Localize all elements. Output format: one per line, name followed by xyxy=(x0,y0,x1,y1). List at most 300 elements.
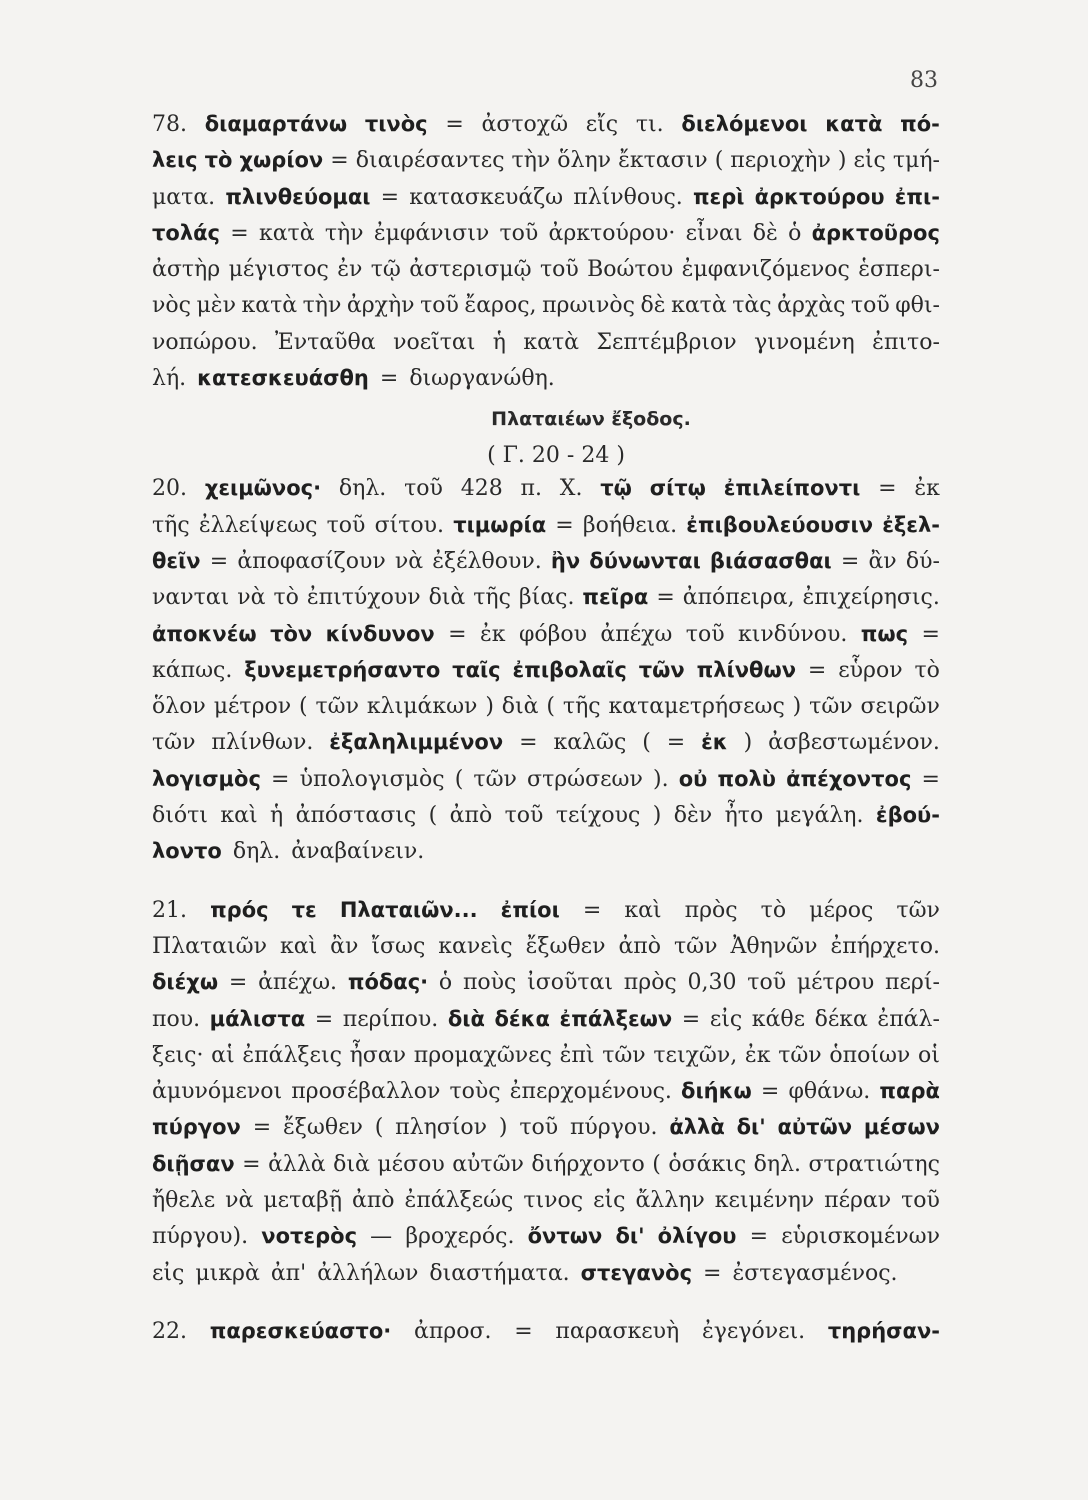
word: νανται xyxy=(152,585,230,611)
word: δὲ xyxy=(640,293,666,319)
word: εἰς xyxy=(593,1188,626,1214)
word: 0,30 xyxy=(687,970,737,996)
word: ἀστερισμῷ xyxy=(409,257,532,283)
lemma-word: πύργον xyxy=(152,1115,241,1140)
text-line xyxy=(152,549,940,585)
word: ) xyxy=(792,694,802,720)
text-line xyxy=(152,1152,940,1188)
word: ἐπάλ- xyxy=(877,1006,940,1032)
text-line xyxy=(152,330,940,366)
word: τινος xyxy=(523,1188,584,1214)
commentary-text xyxy=(152,112,940,1355)
word: πλίνθους. xyxy=(573,184,683,210)
word: = xyxy=(582,897,602,923)
word: ξεις· xyxy=(152,1042,204,1068)
word: ἀστοχῶ xyxy=(481,112,569,137)
lemma-word: πολὺ xyxy=(717,766,776,791)
text-line xyxy=(152,1224,940,1260)
word: ἔξωθεν xyxy=(283,1115,363,1141)
word: = xyxy=(921,621,940,647)
word: τοῦ xyxy=(420,293,459,319)
word: ἐπάλξεις xyxy=(242,1042,342,1068)
lemma-word: ἐπι- xyxy=(894,184,940,209)
word: ἀπέχω xyxy=(600,621,673,647)
word: ἀπέχω. xyxy=(258,970,338,996)
word: ἀποφασίζουν xyxy=(237,548,386,574)
word: = xyxy=(840,548,860,574)
lemma-word: διήκω xyxy=(681,1079,752,1104)
word: ). xyxy=(652,766,669,792)
word: κατὰ xyxy=(523,329,580,355)
lemma-word: δύνωνται xyxy=(589,548,701,573)
lemma-word: πόδας· xyxy=(347,970,429,995)
word: ἐν xyxy=(337,257,363,283)
word: 78. xyxy=(152,112,187,137)
word: Ἀθηνῶν xyxy=(730,933,818,959)
word: πλησίον xyxy=(395,1115,488,1141)
word: ἀμυνόμενοι xyxy=(152,1079,283,1105)
word: ἐγεγόνει. xyxy=(701,1318,806,1344)
word: ) xyxy=(485,694,494,720)
text-line xyxy=(152,839,940,875)
lemma-word: ταῖς xyxy=(452,657,501,682)
section-title: Πλαταιέων ἔξοδος. xyxy=(491,408,691,431)
word: διότι xyxy=(152,803,208,829)
word: Πλαταιῶν xyxy=(152,933,267,959)
word: εὑρισκομένων xyxy=(781,1224,940,1250)
word: = xyxy=(252,1115,272,1141)
word: ( xyxy=(428,803,438,829)
lemma-word: λεις xyxy=(152,148,198,173)
word: ( xyxy=(642,730,651,756)
word: ἔκτασιν xyxy=(618,148,708,174)
word: = xyxy=(448,621,467,647)
word: περίπου. xyxy=(342,1006,439,1032)
word: εἶναι xyxy=(685,220,743,246)
word: τὰς xyxy=(732,293,772,319)
word: τείχους xyxy=(555,803,641,829)
word: νὰ xyxy=(394,548,424,574)
lemma-word: ἀρκτοῦρος xyxy=(811,220,940,245)
word: ( xyxy=(714,148,724,174)
word: ) xyxy=(743,730,753,756)
word: = xyxy=(228,970,248,996)
text-line xyxy=(152,585,940,621)
paragraph-gap xyxy=(152,1297,940,1319)
lemma-word: κατὰ xyxy=(825,112,883,136)
word: ματα. xyxy=(152,184,216,210)
word: πoὺς xyxy=(462,970,517,996)
page-number: 83 xyxy=(910,68,938,93)
word: τοῦ xyxy=(504,803,544,829)
word: τῶν xyxy=(809,694,853,720)
word: τοῦ xyxy=(901,1188,940,1214)
lemma-word: τὸν xyxy=(270,621,313,646)
lemma-word: ἐπίοι xyxy=(500,897,560,922)
text-line xyxy=(152,185,940,221)
word: τὸ xyxy=(760,897,787,923)
text-line xyxy=(152,694,940,730)
word: τὴν xyxy=(511,148,551,174)
word: τῆς xyxy=(562,694,601,720)
word: τῶν xyxy=(896,897,940,923)
word: ἀπροσ. xyxy=(413,1318,492,1344)
lemma-word: ἀποκνέω xyxy=(152,621,257,646)
lemma-word: πως xyxy=(860,621,909,646)
lemma-word: τὸ xyxy=(204,148,233,173)
word: εἴς xyxy=(585,112,619,137)
word: ὁποίων xyxy=(829,1042,911,1068)
word: = xyxy=(242,1151,261,1177)
word: τῶν xyxy=(473,766,517,792)
word: ἑσπερι- xyxy=(858,257,940,283)
word: τῶν xyxy=(602,1042,646,1068)
word: τοῦ xyxy=(539,257,579,283)
text-line xyxy=(152,803,940,839)
word: φόβου xyxy=(518,621,587,647)
word: = xyxy=(271,766,290,792)
word: 20. xyxy=(152,476,187,502)
section-reference: ( Γ. 20 - 24 ) xyxy=(487,443,625,469)
word: = xyxy=(330,148,349,174)
word: ἐπήρχετο. xyxy=(830,933,940,959)
lemma-word: ἢν xyxy=(550,548,581,573)
text-line xyxy=(152,1007,940,1043)
word: κανεὶς xyxy=(438,933,513,959)
word: π. xyxy=(520,476,542,502)
word: τοῦ xyxy=(499,220,539,246)
word: ἰσοῦται xyxy=(527,970,614,996)
word: μέγιστος xyxy=(228,257,329,283)
word: διαστήματα. xyxy=(429,1260,570,1286)
word: τειχῶν, xyxy=(653,1042,738,1068)
lemma-word: θεῖν xyxy=(152,548,201,573)
word: ( xyxy=(374,1115,384,1141)
word: ἂν xyxy=(868,548,897,574)
text-line xyxy=(152,1043,940,1079)
word: = xyxy=(519,730,538,756)
text-line xyxy=(152,622,940,658)
word: μέσου xyxy=(377,1151,445,1177)
lemma-word: σίτῳ xyxy=(649,476,706,501)
word: τοῦ xyxy=(326,512,366,538)
word: ἐλλείψεως xyxy=(198,512,318,538)
word: καὶ xyxy=(624,897,662,923)
text-line xyxy=(152,221,940,257)
lemma-word: ἀπέχοντος xyxy=(786,766,912,791)
word: ἂν xyxy=(330,933,359,959)
lemma-word: λογισμὸς xyxy=(152,766,261,791)
word: ἀπὸ xyxy=(618,933,662,959)
word: προσέβαλλον xyxy=(291,1079,441,1105)
word: παρασκευὴ xyxy=(555,1318,680,1344)
lemma-word: ἐπιλείποντι xyxy=(723,476,861,501)
word: = xyxy=(514,1318,533,1344)
lemma-word: διῇσαν xyxy=(152,1151,235,1176)
word: τῆς xyxy=(473,585,511,611)
word: εἰς xyxy=(152,1260,185,1286)
word: ὁσάκις xyxy=(668,1151,747,1177)
word: ἐπιχείρησις. xyxy=(802,585,940,611)
text-line xyxy=(152,1261,940,1297)
word: ἐκ xyxy=(744,1042,771,1068)
word: πρωινὸς xyxy=(542,293,635,319)
lemma-word: νοτερὸς xyxy=(261,1224,358,1249)
word: φθι- xyxy=(895,293,940,319)
text-line xyxy=(152,366,940,402)
word: ἀπὸ xyxy=(449,803,493,829)
word: = xyxy=(656,585,675,611)
word: ἡ xyxy=(270,803,284,829)
word: διὰ xyxy=(428,585,466,611)
word: ἐπὶ xyxy=(559,1042,595,1068)
word: κλιμάκων xyxy=(366,694,478,720)
word: πύργου). xyxy=(152,1224,249,1250)
lemma-word: δι' xyxy=(736,1115,766,1140)
word: = xyxy=(749,1224,769,1250)
word: νοεῖται xyxy=(393,329,476,355)
text-line xyxy=(152,1319,940,1355)
word: τῶν xyxy=(315,694,359,720)
word: ἔαρος, xyxy=(464,293,537,319)
word: περί- xyxy=(885,970,940,996)
word: τὴν xyxy=(324,220,364,246)
word: ἀναβαίνειν. xyxy=(291,839,425,865)
word: ἀπόστασις xyxy=(295,803,417,829)
word: μικρὰ xyxy=(195,1260,260,1286)
word: ἤθελε xyxy=(152,1188,216,1214)
lemma-word: πό- xyxy=(900,112,940,136)
word: τοῦ xyxy=(850,293,890,319)
word: περιοχὴν xyxy=(730,148,831,174)
word: μεταβῇ xyxy=(263,1188,342,1214)
word: ἐστεγασμένος. xyxy=(732,1260,898,1286)
word: καταμετρήσεως xyxy=(608,694,785,720)
text-line xyxy=(152,148,940,184)
lemma-word: αὐτῶν xyxy=(777,1115,853,1140)
lemma-word: στεγανὸς xyxy=(580,1260,693,1285)
word: = xyxy=(314,1006,334,1032)
word: τὴν xyxy=(302,293,342,319)
lemma-word: διὰ xyxy=(447,1006,485,1031)
word: ὅλον xyxy=(152,694,206,720)
lemma-word: διέχω xyxy=(152,970,219,995)
word: πέραν xyxy=(824,1188,892,1214)
word: νὰ xyxy=(225,1188,254,1214)
paragraph-78 xyxy=(152,112,940,402)
word: δὲν xyxy=(673,803,713,829)
word: Βοώτου xyxy=(587,257,674,283)
lemma-word: κίνδυνον xyxy=(325,621,435,646)
word: ἦσαν xyxy=(349,1042,407,1068)
lemma-word: μέσων xyxy=(863,1115,940,1140)
lemma-word: ἐπιβολαῖς xyxy=(512,657,627,682)
word: ἐξέλθουν. xyxy=(432,548,542,574)
word: = xyxy=(703,1260,722,1286)
word: ἔξωθεν xyxy=(525,933,606,959)
lemma-word: τῶν xyxy=(638,657,685,682)
word: = xyxy=(555,512,574,538)
word: βίας. xyxy=(518,585,575,611)
word: 22. xyxy=(152,1318,187,1344)
word: ἡ xyxy=(492,329,506,355)
word: τῶν xyxy=(674,933,718,959)
word: = xyxy=(760,1079,780,1105)
word: διωργανώθη. xyxy=(409,366,555,392)
word: Ἐνταῦθα xyxy=(275,329,376,355)
word: = xyxy=(209,548,229,574)
word: ἀρκτούρου· xyxy=(548,220,676,246)
word: ἐπάλξεώς xyxy=(404,1188,514,1214)
text-line xyxy=(152,112,940,148)
word: καὶ xyxy=(220,803,258,829)
word: πλίνθων. xyxy=(211,730,314,756)
lemma-word: ἐξαληλιμμένον xyxy=(329,730,504,755)
word: προμαχῶνες xyxy=(413,1042,552,1068)
word: ) xyxy=(498,1115,508,1141)
lemma-word: ἀλλὰ xyxy=(669,1115,725,1140)
word: κινδύνου. xyxy=(738,621,848,647)
lemma-word: Πλαταιῶν... xyxy=(339,897,478,922)
lemma-word: διαμαρτάνω xyxy=(204,112,348,136)
word: καὶ xyxy=(279,933,318,959)
word: τοῦ xyxy=(685,621,725,647)
word: διὰ xyxy=(333,1151,370,1177)
lemma-word: τιμωρία xyxy=(453,512,547,537)
word: κατὰ xyxy=(258,220,315,246)
lemma-word: χειμῶνος· xyxy=(204,476,322,501)
word: δηλ. xyxy=(338,476,387,502)
word: πρὸς xyxy=(684,897,738,923)
word: τὸ xyxy=(273,585,299,611)
word: τοὺς xyxy=(449,1079,501,1105)
text-line xyxy=(152,658,940,694)
word: κειμένην xyxy=(714,1188,815,1214)
paragraph-20 xyxy=(152,476,940,875)
word: στρώσεων xyxy=(527,766,643,792)
lemma-word: ξυνεμετρήσαντο xyxy=(244,657,441,682)
word: εὗρον xyxy=(838,657,903,683)
word: ἀπ' xyxy=(270,1260,307,1286)
word: Χ. xyxy=(559,476,583,502)
word: διαιρέσαντες xyxy=(355,148,505,174)
lemma-word: τῷ xyxy=(600,476,632,501)
word: τι. xyxy=(635,112,664,137)
word: διήρχοντο xyxy=(531,1151,645,1177)
word: σίτου. xyxy=(374,512,445,538)
word: νὸς xyxy=(152,293,191,319)
lemma-word: πλίνθων xyxy=(696,657,796,682)
word: ἀλλὰ xyxy=(268,1151,326,1177)
text-line xyxy=(152,1079,940,1115)
word: = xyxy=(230,220,249,246)
lemma-word: δι' xyxy=(615,1224,645,1249)
lemma-word: παρὰ xyxy=(879,1079,940,1104)
lemma-word: διελόμενοι xyxy=(681,112,808,136)
word: δὲ xyxy=(752,220,778,246)
word: φθάνω. xyxy=(788,1079,871,1105)
text-line xyxy=(152,257,940,293)
word: τῶν xyxy=(778,1042,822,1068)
text-line xyxy=(152,970,940,1006)
word: τῶν xyxy=(152,730,196,756)
word: οἱ xyxy=(917,1042,940,1068)
word: ἀπόπειρα, xyxy=(682,585,795,611)
text-line xyxy=(152,1115,940,1151)
word: δύ- xyxy=(905,548,940,574)
word: ) xyxy=(837,148,847,174)
lemma-word: ὄντων xyxy=(527,1224,603,1249)
word: μεγάλη. xyxy=(775,803,864,829)
lemma-word: παρεσκεύαστο· xyxy=(209,1318,392,1343)
lemma-word: χωρίον xyxy=(239,148,324,173)
word: μέρος xyxy=(809,897,874,923)
word: αὐτῶν xyxy=(452,1151,524,1177)
word: μέτρου xyxy=(796,970,875,996)
word: καλῶς xyxy=(553,730,627,756)
word: ( xyxy=(652,1151,661,1177)
word: τοῦ xyxy=(404,476,443,502)
lemma-word: τινὸς xyxy=(364,112,428,136)
paragraph-22 xyxy=(152,1319,940,1355)
lemma-word: τε xyxy=(291,897,317,922)
word: ἄλλην xyxy=(635,1188,705,1214)
lemma-word: ἀρκτούρου xyxy=(754,184,885,209)
word: ὅλην xyxy=(557,148,612,174)
word: τῆς xyxy=(152,512,190,538)
word: μὲν xyxy=(196,293,236,319)
text-line xyxy=(152,513,940,549)
lemma-word: τολάς xyxy=(152,220,220,245)
word: μέτρον xyxy=(213,694,292,720)
word: ( xyxy=(454,766,464,792)
text-line xyxy=(152,293,940,329)
word: δηλ. xyxy=(232,839,281,865)
word: κάθε xyxy=(751,1006,805,1032)
word: τῷ xyxy=(370,257,401,283)
word: που. xyxy=(152,1006,201,1032)
word: ἀρχὴν xyxy=(346,293,415,319)
word: ( xyxy=(546,694,556,720)
word: σειρῶν xyxy=(860,694,940,720)
text-line xyxy=(152,934,940,970)
word: βοήθεια. xyxy=(582,512,678,538)
word: βροχερός. xyxy=(405,1224,515,1250)
word: πύργου. xyxy=(569,1115,658,1141)
word: ἀρχὰς xyxy=(777,293,846,319)
word: ἐπιτο- xyxy=(872,329,940,355)
word: = xyxy=(666,730,686,756)
word: κάπως. xyxy=(152,657,233,683)
word: τὸ xyxy=(914,657,940,683)
word: = xyxy=(681,1006,701,1032)
word: Σεπτέμβριον xyxy=(596,329,737,355)
lemma-word: ὀλίγου xyxy=(657,1224,737,1249)
word: νοπώρου. xyxy=(152,329,258,355)
word: αἱ xyxy=(211,1042,235,1068)
paragraph-gap xyxy=(152,876,940,898)
word: στρατιώτης xyxy=(808,1151,940,1177)
word: ἐκ xyxy=(914,476,940,502)
word: ἐπερχομένους. xyxy=(509,1079,672,1105)
word: ( xyxy=(299,694,308,720)
paragraph-21 xyxy=(152,898,940,1297)
lemma-word: ἐβού- xyxy=(875,803,940,828)
word: ἦτο xyxy=(724,803,764,829)
word: ἀλλήλων xyxy=(317,1260,419,1286)
word: = xyxy=(379,366,399,392)
word: = xyxy=(445,112,464,137)
